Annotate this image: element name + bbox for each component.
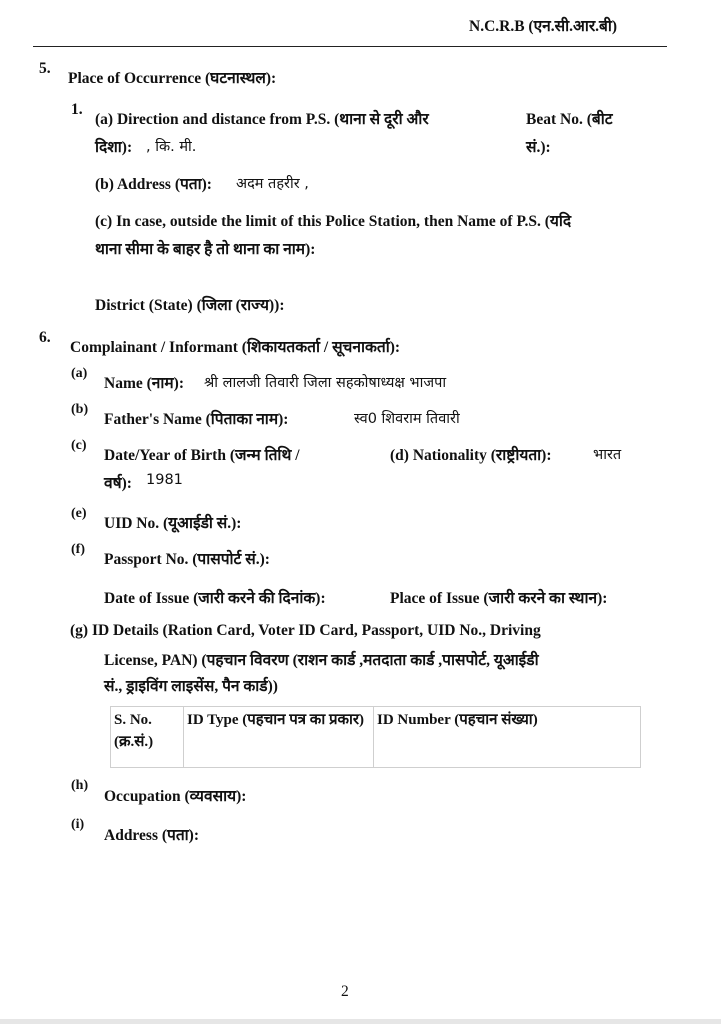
occupation-marker: (h) [71, 778, 89, 793]
occupation-label: Occupation (व्यवसाय): [104, 788, 247, 805]
father-value: स्व0 शिवराम तिवारी [354, 411, 460, 427]
id-details-table [110, 706, 641, 768]
beat-label-cont: सं.): [526, 139, 551, 156]
direction-value: , कि. मी. [146, 139, 197, 155]
section-5-number: 5. [39, 60, 51, 77]
passport-marker: (f) [71, 542, 85, 557]
direction-label-cont: दिशा): [95, 139, 133, 156]
id-details-line3: सं., ड्राइविंग लाइसेंस, पैन कार्ड)) [104, 678, 278, 695]
name-label: Name (नाम): [104, 375, 184, 392]
name-value: श्री लालजी तिवारी जिला सहकोषाध्यक्ष भाजपा [204, 375, 447, 391]
dob-label-cont: वर्ष): [104, 475, 132, 492]
table-header-sno: S. No. (क्र.सं.) [111, 707, 184, 768]
father-label: Father's Name (पिताका नाम): [104, 411, 289, 428]
name-marker: (a) [71, 366, 88, 381]
nationality-value: भारत [593, 447, 622, 463]
father-marker: (b) [71, 402, 89, 417]
table-header-id-number: ID Number (पहचान संख्या) [374, 707, 641, 768]
page-bottom-edge [0, 1019, 721, 1024]
dob-marker: (c) [71, 438, 87, 453]
header-divider [33, 46, 667, 47]
address-value: अदम तहरीर , [236, 176, 309, 192]
dob-value: 1981 [146, 472, 183, 488]
header-org: N.C.R.B (एन.सी.आर.बी) [469, 18, 618, 35]
outside-ps-label: (c) In case, outside the limit of this Police Station, then Name of P.S. (यदि [95, 213, 572, 230]
section-6-number: 6. [39, 329, 51, 346]
table-row [111, 707, 641, 768]
beat-label: Beat No. (बीट [526, 111, 613, 128]
id-details-line1: (g) ID Details (Ration Card, Voter ID Card, Passport, UID No., Driving [70, 622, 541, 639]
passport-label: Passport No. (पासपोर्ट सं.): [104, 551, 270, 568]
section-5-sub-number: 1. [71, 101, 83, 118]
issue-place-label: Place of Issue (जारी करने का स्थान): [390, 590, 608, 607]
issue-date-label: Date of Issue (जारी करने की दिनांक): [104, 590, 326, 607]
dob-label: Date/Year of Birth (जन्म तिथि / [104, 447, 300, 464]
page-number: 2 [341, 983, 349, 1000]
nationality-label: (d) Nationality (राष्ट्रीयता): [390, 447, 552, 464]
uid-label: UID No. (यूआईडी सं.): [104, 515, 242, 532]
section-5-title: Place of Occurrence (घटनास्थल): [68, 70, 277, 87]
table-header-id-type: ID Type (पहचान पत्र का प्रकार) [184, 707, 374, 768]
outside-ps-label-cont: थाना सीमा के बाहर है तो थाना का नाम): [95, 241, 316, 258]
section-6-title: Complainant / Informant (शिकायतकर्ता / सूचनाकर्ता): [70, 339, 401, 356]
address-marker: (i) [71, 817, 85, 832]
address-label: (b) Address (पता): [95, 176, 212, 193]
complainant-address-label: Address (पता): [104, 827, 199, 844]
district-label: District (State) (जिला (राज्य)): [95, 297, 285, 314]
direction-label: (a) Direction and distance from P.S. (थाना से दूरी और [95, 111, 429, 128]
id-details-line2: License, PAN) (पहचान विवरण (राशन कार्ड ,मतदाता कार्ड ,पासपोर्ट, यूआईडी [104, 652, 539, 669]
uid-marker: (e) [71, 506, 87, 521]
